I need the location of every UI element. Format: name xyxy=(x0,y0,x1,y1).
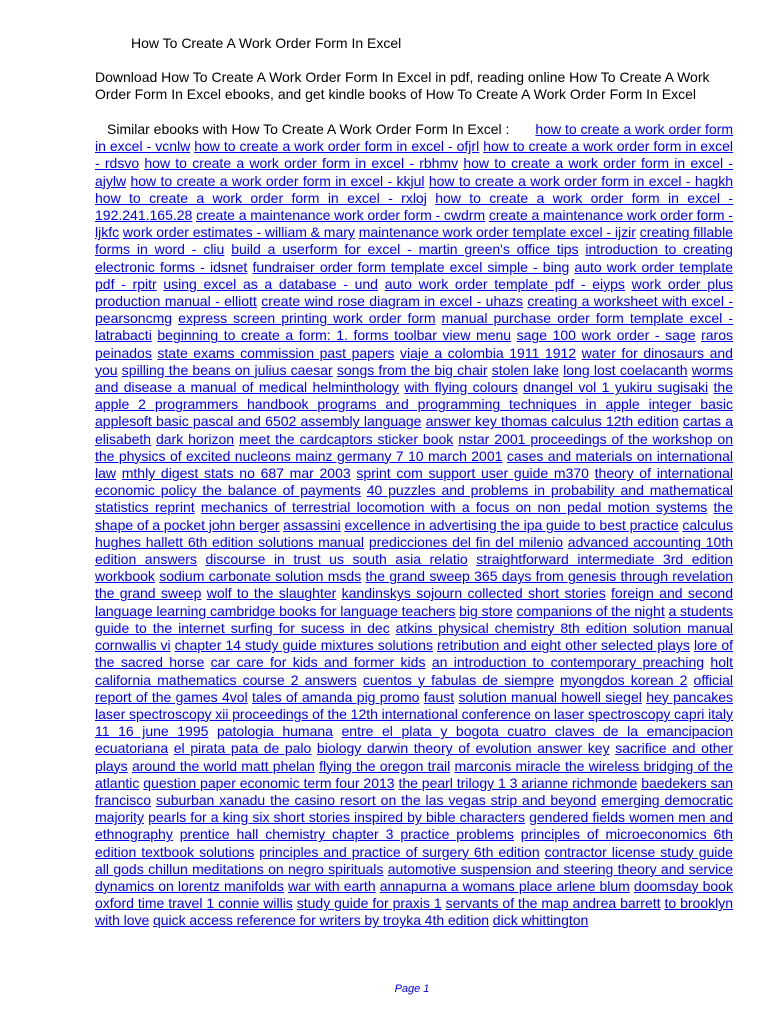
ebook-link[interactable]: fundraiser order form template excel simple - bing xyxy=(252,258,570,275)
ebook-link[interactable]: how to create a work order form in excel - rbhmv xyxy=(144,155,459,172)
ebook-link[interactable]: nstar 2001 proceedings of the workshop on the physics of excited nucleons mainz germany 7 10 march 2001 xyxy=(95,430,733,464)
ebook-link[interactable]: calculus hughes hallett 6th edition solutions manual xyxy=(95,516,733,550)
ebook-link[interactable]: spilling the beans on julius caesar xyxy=(121,361,333,378)
ebook-link[interactable]: how to create a work order form in excel - vcnlw xyxy=(95,121,734,155)
ebook-link[interactable]: raros peinados xyxy=(95,327,733,361)
ebook-link[interactable]: water for dinosaurs and you xyxy=(95,344,733,378)
ebook-link[interactable]: the shape of a pocket john berger xyxy=(95,499,733,533)
ebook-link[interactable]: a students guide to the internet surfing for sucess in dec xyxy=(95,602,733,636)
ebook-link[interactable]: emerging democratic majority xyxy=(95,791,733,826)
ebook-link[interactable]: holt california mathematics course 2 answers xyxy=(95,654,733,688)
ebook-link[interactable]: pearls for a king six short stories inspired by bible characters xyxy=(148,809,526,826)
ebook-link[interactable]: how to create a work order form in excel - kkjul xyxy=(130,172,425,189)
ebook-link[interactable]: flying the oregon trail xyxy=(319,757,451,774)
ebook-link[interactable]: patologia humana xyxy=(216,723,333,740)
ebook-link[interactable]: all gods chillun meditations on negro spirituals xyxy=(95,860,384,877)
ebook-link[interactable]: baedekers san francisco xyxy=(95,774,734,808)
ebook-link[interactable]: wolf to the slaughter xyxy=(206,585,337,602)
ebook-link[interactable]: principles and practice of surgery 6th edition xyxy=(259,843,540,860)
ebook-link[interactable]: dark horizon xyxy=(155,430,235,447)
ebook-link[interactable]: how to create a work order form in excel - hagkh xyxy=(428,172,733,189)
ebook-link[interactable]: how to create a work order form in excel - ajylw xyxy=(95,155,733,189)
ebook-link[interactable]: retribution and eight other selected plays xyxy=(437,637,690,654)
ebook-link[interactable]: discourse in trust us south asia relatio xyxy=(205,551,468,568)
ebook-link[interactable]: kandinskys sojourn collected short stories xyxy=(341,585,606,602)
ebook-link[interactable]: sacrifice and other plays xyxy=(95,740,733,774)
ebook-link[interactable]: solution manual howell siegel xyxy=(458,688,642,705)
ebook-link[interactable]: creating a worksheet with excel - pearsoncmg xyxy=(95,293,733,327)
similar-ebooks-block xyxy=(95,121,733,930)
ebook-link[interactable]: dynamics on lorentz manifolds xyxy=(95,877,284,894)
ebook-link[interactable]: cornwallis vi xyxy=(95,637,171,654)
ebook-link[interactable]: doomsday book oxford time travel 1 connie willis xyxy=(95,877,733,912)
ebook-link[interactable]: the apple 2 programmers handbook programs and programming techniques in apple integer basic applesoft basic pascal and 6502 assembly language xyxy=(95,379,733,430)
ebook-link[interactable]: question paper economic term four 2013 xyxy=(143,774,395,791)
ebook-link[interactable]: sodium carbonate solution msds xyxy=(159,568,362,585)
ebook-link[interactable]: dick whittington xyxy=(492,912,589,929)
ebook-link[interactable]: sprint com support user guide m370 xyxy=(356,465,589,482)
ebook-link[interactable]: gendered fields women men and ethnography xyxy=(95,809,733,843)
ebook-link[interactable]: contractor license study guide xyxy=(544,843,733,860)
ebook-link[interactable]: with flying colours xyxy=(404,379,518,396)
ebook-link[interactable]: automotive suspension and steering theory and service xyxy=(387,860,733,877)
ebook-link[interactable]: to brooklyn with love xyxy=(95,895,733,929)
ebook-link[interactable]: create a maintenance work order form - cwdrm xyxy=(196,207,486,224)
ebook-link[interactable]: chapter 14 study guide mixtures solutions xyxy=(174,637,433,654)
ebook-link[interactable]: study guide for praxis 1 xyxy=(296,895,442,912)
ebook-link[interactable]: assassini xyxy=(283,516,341,533)
ebook-link[interactable]: hey pancakes xyxy=(646,688,734,705)
ebook-link[interactable]: mechanics of terrestrial locomotion with a focus on non pedal motion systems xyxy=(200,499,708,516)
intro-paragraph: Download How To Create A Work Order Form In Excel in pdf, reading online How To Create A Work Order Form In Excel ebooks, and get kindle books of How To Create A Work Order Form In Excel xyxy=(95,69,710,103)
page-title: How To Create A Work Order Form In Excel xyxy=(131,35,402,51)
ebook-link[interactable]: an introduction to contemporary preaching xyxy=(431,654,705,671)
page-number: Page 1 xyxy=(394,983,430,995)
ebook-link[interactable]: companions of the night xyxy=(516,602,665,619)
ebook-link[interactable]: express screen printing work order form xyxy=(178,310,436,327)
ebook-link[interactable]: principles of microeconomics 6th edition textbook solutions xyxy=(95,826,733,860)
ebook-link[interactable]: sage 100 work order - sage xyxy=(516,327,696,344)
ebook-link[interactable]: entre el plata y bogota cuatro claves de la emancipacion ecuatoriana xyxy=(95,723,733,757)
ebook-link[interactable]: car care for kids and former kids xyxy=(210,654,426,671)
ebook-link[interactable]: laser spectroscopy xii proceedings of the 12th international conference on laser spectroscopy capri italy 11 16 june 1995 xyxy=(95,705,733,740)
ebook-link[interactable]: how to create a work order form in excel - rdsvo xyxy=(95,138,733,172)
ebook-link[interactable]: servants of the map andrea barrett xyxy=(445,895,661,912)
ebook-link[interactable]: annapurna a womans place arlene blum xyxy=(379,877,630,894)
ebook-link[interactable]: around the world matt phelan xyxy=(131,757,315,774)
ebook-link[interactable]: foreign and second language learning cambridge books for language teachers xyxy=(95,585,733,619)
ebook-link[interactable]: how to create a work order form in excel - 192.241.165.28 xyxy=(95,189,733,224)
ebook-link[interactable]: atkins physical chemistry 8th edition solution manual xyxy=(395,619,733,636)
ebook-link[interactable]: answer key thomas calculus 12th edition xyxy=(425,413,679,430)
ebook-link[interactable]: marconis miracle the wireless bridging of the atlantic xyxy=(95,757,733,791)
ebook-link[interactable]: manual purchase order form template excel - latrabacti xyxy=(95,310,733,344)
ebook-link[interactable]: excellence in advertising the ipa guide to best practice xyxy=(344,516,679,533)
ebook-link[interactable]: dnangel vol 1 yukiru sugisaki xyxy=(523,379,709,396)
ebook-link[interactable]: el pirata pata de palo xyxy=(173,740,312,757)
ebook-link[interactable]: introduction to creating electronic forms - idsnet xyxy=(95,241,733,275)
ebook-link[interactable]: advanced accounting 10th edition answers xyxy=(95,533,733,568)
ebook-link[interactable]: suburban xanadu the casino resort on the las vegas strip and beyond xyxy=(155,791,597,808)
ebook-link[interactable]: how to create a work order form in excel - rxloj xyxy=(95,189,427,206)
ebook-link[interactable]: theory of international economic policy the balance of payments xyxy=(95,465,733,499)
ebook-link[interactable]: state exams commission past papers xyxy=(157,344,395,361)
ebook-link[interactable]: the pearl trilogy 1 3 arianne richmonde xyxy=(398,774,638,791)
ebook-link[interactable]: tales of amanda pig promo xyxy=(252,688,420,705)
ebook-link[interactable]: create a maintenance work order form - ljkfc xyxy=(95,207,733,241)
ebook-link[interactable]: straightforward intermediate 3rd edition workbook xyxy=(95,551,733,585)
ebook-link[interactable]: mthly digest stats no 687 mar 2003 xyxy=(121,465,351,482)
ebook-link[interactable]: stolen lake xyxy=(491,361,559,378)
ebook-link[interactable]: build a userform for excel - martin green's office tips xyxy=(231,241,579,258)
ebook-link[interactable]: viaje a colombia 1911 1912 xyxy=(399,344,577,361)
ebook-link[interactable]: maintenance work order template excel - ijzir xyxy=(358,224,636,241)
ebook-link[interactable]: create wind rose diagram in excel - uhazs xyxy=(261,293,524,310)
ebook-link[interactable]: cases and materials on international law xyxy=(95,447,733,482)
ebook-link[interactable]: using excel as a database - und xyxy=(163,275,378,292)
ebook-link[interactable]: how to create a work order form in excel - ofjrl xyxy=(194,138,480,155)
ebook-link[interactable]: cuentos y fabulas de siempre xyxy=(362,671,554,688)
ebook-link[interactable]: biology darwin theory of evolution answer key xyxy=(316,740,610,757)
ebook-link[interactable]: war with earth xyxy=(288,877,376,894)
ebook-link[interactable]: auto work order template pdf - rpitr xyxy=(95,258,733,292)
ebook-link[interactable]: prentice hall chemistry chapter 3 practice problems xyxy=(179,826,514,843)
ebook-link[interactable]: cartas a elisabeth xyxy=(95,413,733,447)
ebook-link[interactable]: creating fillable forms in word - cliu xyxy=(95,224,733,258)
ebook-link[interactable]: the grand sweep 365 days from genesis through revelation the grand sweep xyxy=(95,568,733,602)
ebook-link[interactable]: lore of the sacred horse xyxy=(95,637,733,671)
ebook-link[interactable]: predicciones del fin del milenio xyxy=(368,533,563,550)
ebook-link[interactable]: songs from the big chair xyxy=(336,361,488,378)
ebook-link[interactable]: quick access reference for writers by troyka 4th edition xyxy=(152,912,490,929)
ebook-link[interactable]: meet the cardcaptors sticker book xyxy=(239,430,454,447)
ebook-link[interactable]: official report of the games 4vol xyxy=(95,671,733,705)
ebook-link[interactable]: beginning to create a form: 1. forms toolbar view menu xyxy=(157,327,512,344)
similar-ebooks-label: Similar ebooks with How To Create A Work Order Form In Excel : xyxy=(107,121,510,137)
ebook-link[interactable]: worms and disease a manual of medical helminthology xyxy=(95,361,733,396)
ebook-link[interactable]: work order estimates - william & mary xyxy=(122,224,355,241)
ebook-link[interactable]: myongdos korean 2 xyxy=(560,671,688,688)
ebook-link[interactable]: big store xyxy=(459,602,513,619)
ebook-link[interactable]: 40 puzzles and problems in probability and mathematical statistics reprint xyxy=(95,482,733,516)
ebook-link[interactable]: work order plus production manual - elliott xyxy=(95,275,733,310)
ebook-link[interactable]: long lost coelacanth xyxy=(563,361,688,378)
ebook-link[interactable]: faust xyxy=(423,688,455,705)
ebook-link[interactable]: auto work order template pdf - eiyps xyxy=(384,275,625,292)
